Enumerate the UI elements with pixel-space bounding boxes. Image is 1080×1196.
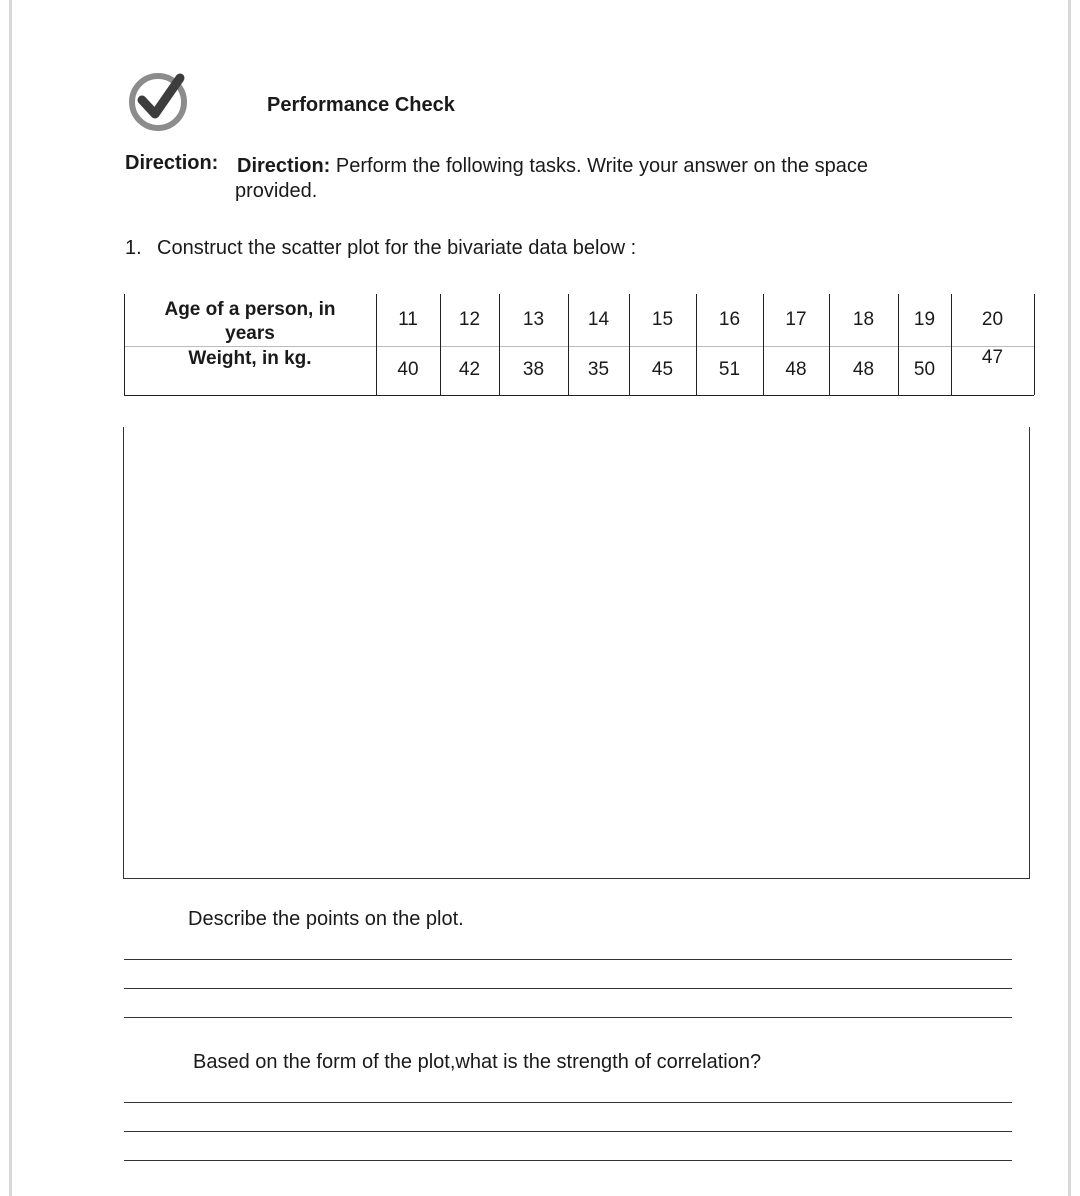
table-column-border (1034, 294, 1035, 395)
age-cell: 12 (458, 309, 481, 330)
describe-prompt: Describe the points on the plot. (188, 908, 464, 930)
check-mark-icon (126, 70, 190, 132)
direction-text-line2: provided. (235, 180, 318, 202)
weight-cell: 48 (785, 359, 807, 380)
weight-cell: 35 (587, 359, 610, 380)
weight-cell: 40 (397, 359, 419, 380)
answer-line[interactable] (124, 988, 1012, 989)
weight-cell: 47 (981, 347, 1004, 368)
table-bottom-border (124, 395, 1034, 396)
age-cell: 17 (785, 309, 807, 330)
age-cell: 16 (718, 309, 741, 330)
question-number: 1. (125, 237, 142, 259)
scatter-plot-answer-box[interactable] (123, 427, 1030, 879)
weight-cell: 38 (522, 359, 545, 380)
answer-line[interactable] (124, 959, 1012, 960)
weight-cell: 45 (651, 359, 674, 380)
table-left-border (124, 294, 125, 395)
question-text: Construct the scatter plot for the bivariate data below : (157, 237, 637, 259)
direction-label: Direction: (125, 152, 219, 174)
direction-inline-label: Direction: (237, 155, 331, 177)
direction-text (237, 152, 963, 180)
answer-line[interactable] (124, 1131, 1012, 1132)
age-label-line1: Age of a person, in (164, 299, 336, 320)
answer-line[interactable] (124, 1160, 1012, 1161)
age-cell: 13 (522, 309, 545, 330)
weight-cell: 42 (458, 359, 481, 380)
age-cell: 20 (981, 309, 1004, 330)
weight-cell: 48 (852, 359, 875, 380)
direction-instructions: Perform the following tasks. Write your answer on the space (335, 155, 868, 177)
weight-cell: 51 (718, 359, 741, 380)
answer-line[interactable] (124, 1017, 1012, 1018)
weight-cell: 50 (913, 359, 936, 380)
answer-line[interactable] (124, 1102, 1012, 1103)
age-cell: 15 (651, 309, 674, 330)
table-row-label-age (124, 298, 376, 346)
age-cell: 14 (587, 309, 610, 330)
bivariate-data-table (124, 294, 1034, 396)
page-title: Performance Check (267, 94, 455, 116)
age-cell: 19 (913, 309, 936, 330)
age-cell: 18 (852, 309, 875, 330)
age-cell: 11 (398, 309, 418, 330)
page-edge-right (1068, 0, 1071, 1196)
strength-prompt: Based on the form of the plot,what is the strength of correlation? (193, 1051, 762, 1073)
page-edge-left (9, 0, 12, 1196)
age-label-line2: years (225, 323, 275, 344)
table-row-label-weight: Weight, in kg. (188, 348, 312, 369)
